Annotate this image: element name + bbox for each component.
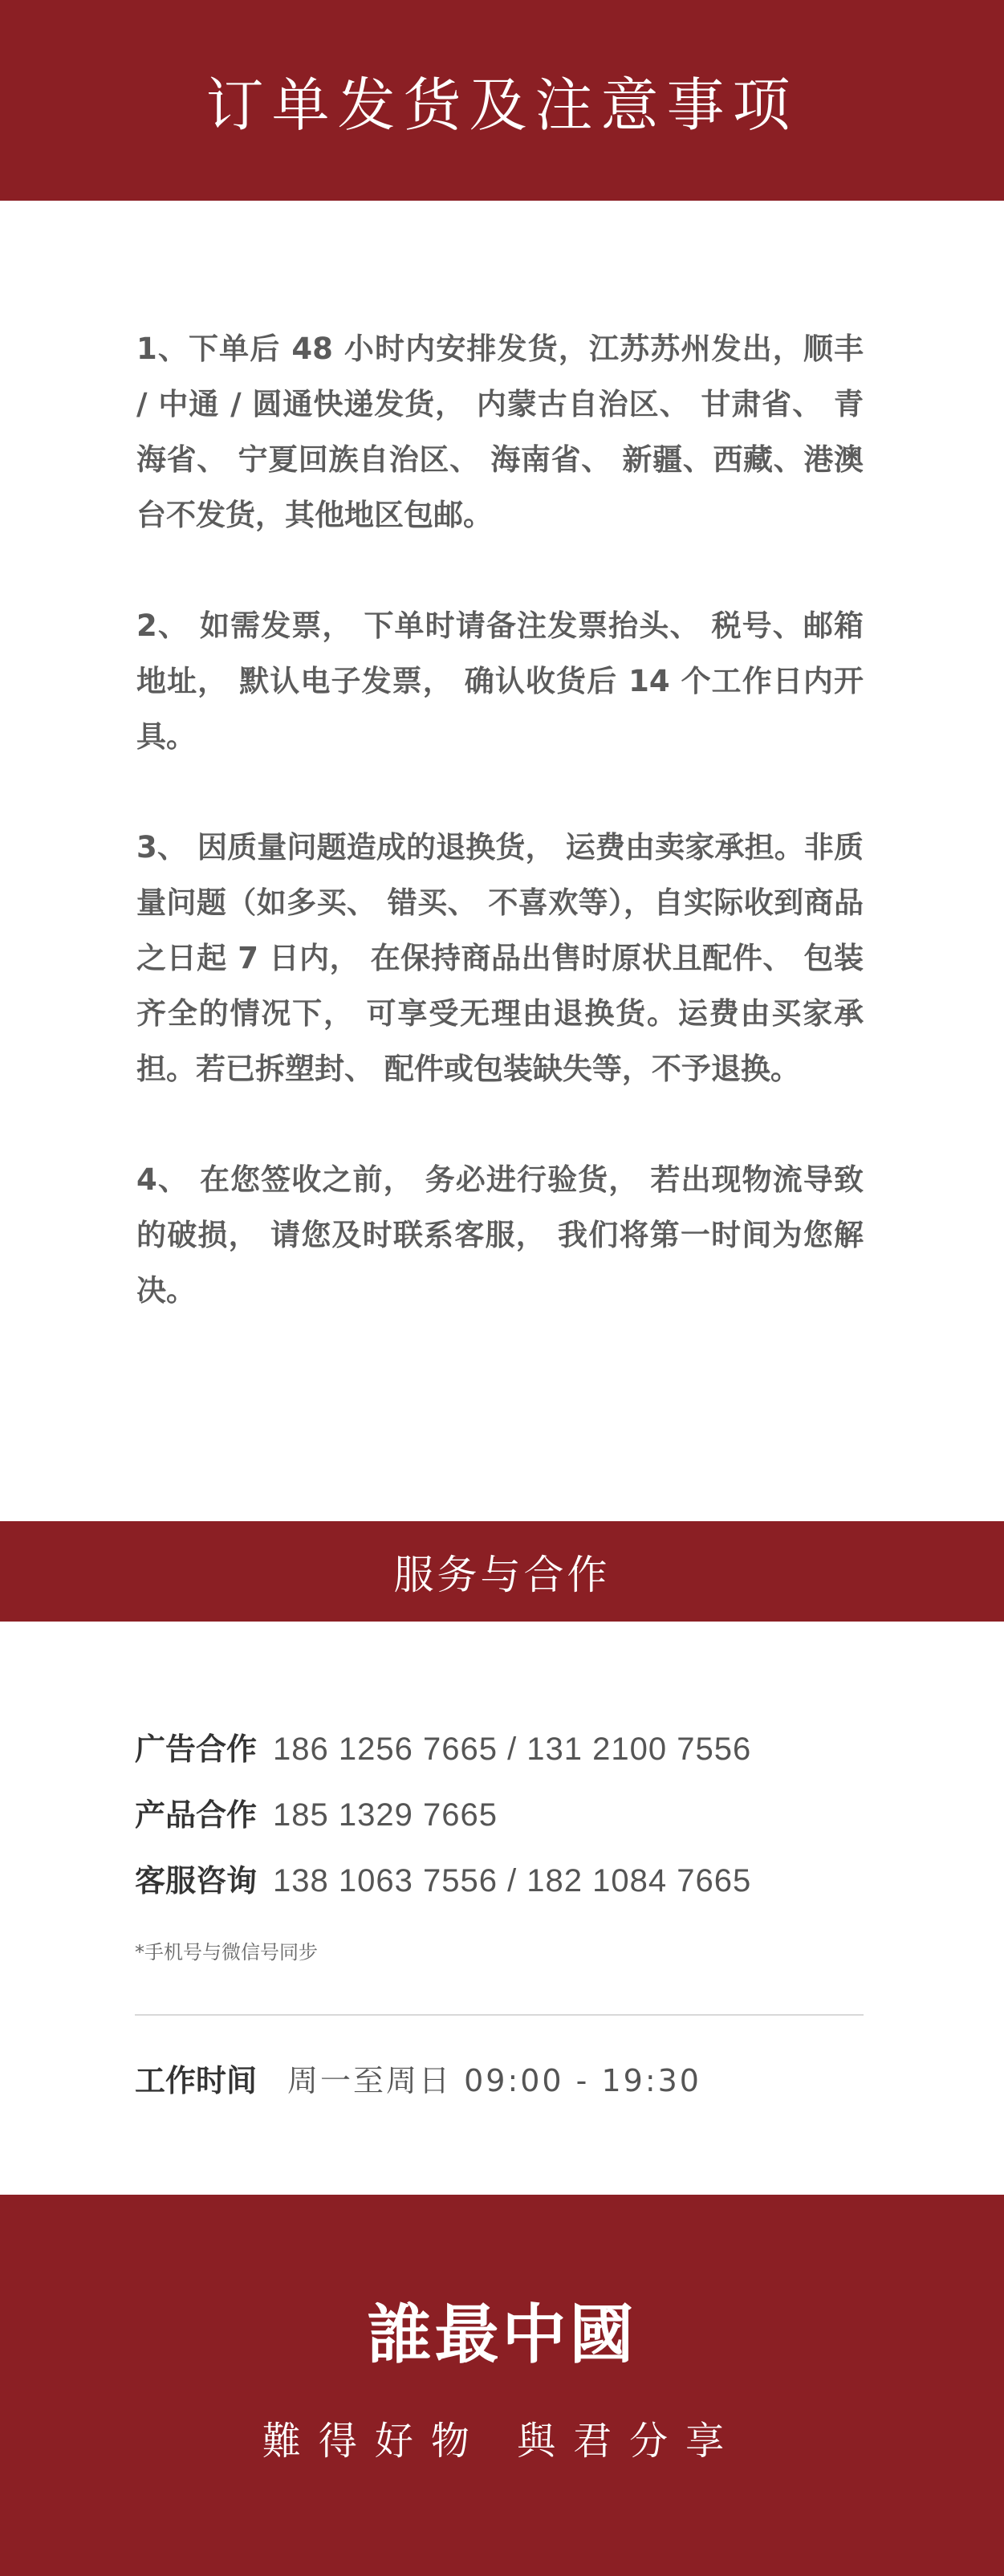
contact-label: 产品合作 — [135, 1797, 258, 1833]
service-title: 服务与合作 — [393, 1551, 611, 1598]
hours-label: 工作时间 — [135, 2063, 258, 2098]
contact-row-product — [135, 1790, 864, 1856]
contact-label: 广告合作 — [135, 1732, 258, 1767]
note-returns: 3、 因质量问题造成的退换货， 运费由卖家承担。非质量问题（如多买、 错买、 不喜欢等），自实际收到商品之日起 7 日内， 在保持商品出售时原状且配件、 包装齐全的情况下， 可享受无理由退换货。运费由买家承担。若已拆塑封、 配件或包装缺失等，不予退换。 — [136, 830, 864, 1086]
working-hours — [135, 2056, 864, 2100]
contact-phone: 186 1256 7665 / 131 2100 7556 — [273, 1732, 752, 1767]
page-title: 订单发货及注意事项 — [205, 71, 799, 139]
shipping-notes — [0, 201, 1004, 1521]
note-shipping: 1、下单后 48 小时内安排发货，江苏苏州发出，顺丰 / 中通 / 圆通快递发货， 内蒙古自治区、 甘肃省、 青海省、 宁夏回族自治区、 海南省、 新疆、西藏、港澳台不发货，其他地区包邮。 — [136, 332, 864, 532]
contact-label: 客服咨询 — [135, 1863, 258, 1898]
hours-value: 周一至周日 09:00 - 19:30 — [287, 2063, 701, 2098]
contact-section — [0, 1622, 1004, 2195]
header-banner — [0, 0, 1004, 201]
note-invoice: 2、 如需发票， 下单时请备注发票抬头、 税号、邮箱地址， 默认电子发票， 确认收货后 14 个工作日内开具。 — [136, 608, 864, 754]
contact-footnote: *手机号与微信号同步 — [135, 1941, 318, 1964]
contact-phone: 185 1329 7665 — [273, 1797, 498, 1833]
service-banner — [0, 1521, 1004, 1622]
note-inspection: 4、 在您签收之前， 务必进行验货， 若出现物流导致的破损， 请您及时联系客服， 我们将第一时间为您解决。 — [136, 1162, 864, 1308]
brand-logo: 誰最中國 — [367, 2297, 637, 2372]
footer-banner — [0, 2195, 1004, 2576]
brand-slogan: 難得好物 與君分享 — [262, 2419, 742, 2464]
contact-row-customer-service — [135, 1856, 864, 1922]
contact-row-advertising — [135, 1724, 864, 1790]
contact-phone: 138 1063 7556 / 182 1084 7665 — [273, 1863, 752, 1898]
divider — [135, 2014, 864, 2016]
